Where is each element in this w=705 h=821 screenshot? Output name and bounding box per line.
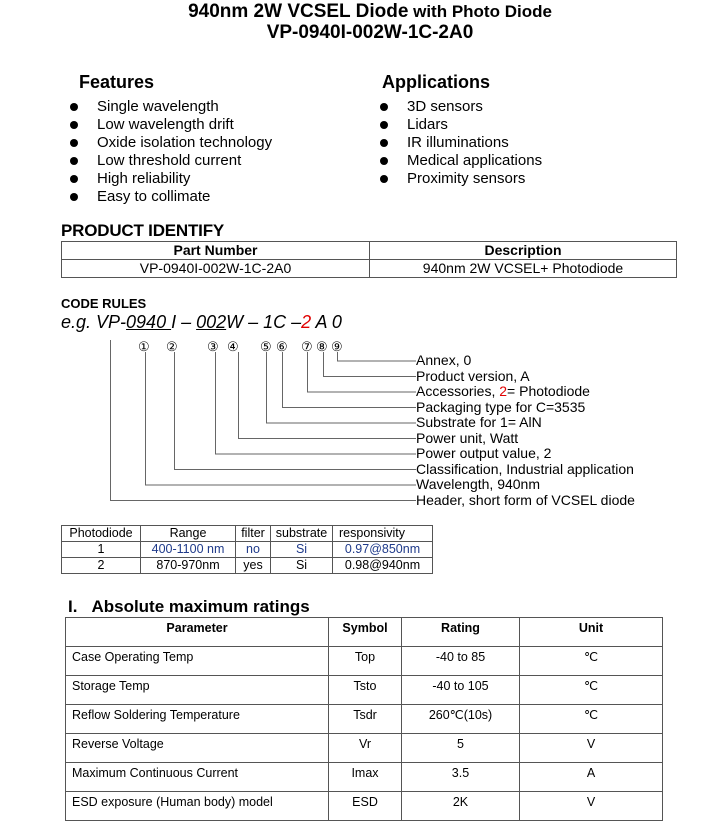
table-row	[66, 763, 663, 792]
marker-4: ④	[227, 339, 239, 354]
leader-line	[283, 352, 417, 408]
applications-heading: Applications	[382, 72, 491, 92]
application-text: Proximity sensors	[407, 170, 526, 187]
cell: 870-970nm	[141, 558, 236, 574]
column-header: Parameter	[66, 618, 329, 647]
leader-line	[267, 352, 417, 423]
leader-line	[111, 340, 417, 501]
marker-9: ⑨	[331, 339, 343, 354]
feature-text: Low wavelength drift	[97, 116, 234, 133]
section-number: I.	[68, 597, 78, 616]
unit-cell: ℃	[520, 676, 663, 705]
code-label-version: Product version, A	[416, 367, 530, 384]
feature-text: Single wavelength	[97, 98, 219, 115]
document-part-number: VP-0940I-002W-1C-2A0	[266, 22, 474, 43]
symbol-cell: Imax	[329, 763, 402, 792]
features-heading: Features	[79, 72, 155, 92]
code-label-classification: Classification, Industrial application	[416, 460, 634, 477]
label-text: = Photodiode	[507, 383, 590, 399]
table-row	[66, 705, 663, 734]
application-text: 3D sensors	[407, 98, 483, 115]
unit-cell: ℃	[520, 705, 663, 734]
symbol-cell: Vr	[329, 734, 402, 763]
table-header-row	[66, 618, 663, 647]
code-label-power-value: Power output value, 2	[416, 445, 552, 461]
cell: 1	[62, 542, 141, 558]
leader-line	[146, 352, 417, 485]
rating-cell: 2K	[402, 792, 520, 821]
symbol-cell: Top	[329, 647, 402, 676]
parameter-cell: Maximum Continuous Current	[66, 763, 329, 792]
title-suffix: with Photo Diode	[408, 2, 552, 21]
rating-cell: -40 to 85	[402, 647, 520, 676]
parameter-cell: Storage Temp	[66, 676, 329, 705]
code-label-accessories	[416, 384, 590, 400]
rating-cell: -40 to 105	[402, 676, 520, 705]
marker-1: ①	[138, 339, 150, 354]
cell: 400-1100 nm	[141, 542, 236, 558]
label-highlight: 2	[499, 383, 508, 399]
code-power: 002	[196, 312, 227, 332]
column-header: Range	[141, 526, 236, 542]
column-header: Symbol	[329, 618, 402, 647]
column-header: Unit	[520, 618, 663, 647]
column-header: substrate	[271, 526, 333, 542]
description-cell: 940nm 2W VCSEL+ Photodiode	[370, 260, 677, 278]
cell: no	[236, 542, 271, 558]
code-label-header: Header, short form of VCSEL diode	[416, 491, 635, 508]
application-text: Lidars	[407, 116, 448, 133]
code-rules-heading: CODE RULES	[61, 296, 147, 311]
symbol-cell: ESD	[329, 792, 402, 821]
table-row	[66, 734, 663, 763]
table-row	[66, 676, 663, 705]
feature-text: Low threshold current	[97, 152, 242, 169]
label-text: Accessories,	[416, 383, 500, 399]
column-header: filter	[236, 526, 271, 542]
unit-cell: V	[520, 792, 663, 821]
rating-cell: 3.5	[402, 763, 520, 792]
code-label-packaging: Packaging type for C=3535	[416, 398, 586, 415]
rating-cell: 260℃(10s)	[402, 705, 520, 734]
cell: yes	[236, 558, 271, 574]
absolute-max-table	[65, 617, 663, 821]
part-number-cell: VP-0940I-002W-1C-2A0	[62, 260, 370, 278]
marker-2: ②	[166, 339, 178, 354]
rating-cell: 5	[402, 734, 520, 763]
marker-8: ⑧	[316, 339, 328, 354]
code-label-substrate: Substrate for 1= AlN	[416, 414, 542, 430]
product-identify-heading: PRODUCT IDENTIFY	[61, 221, 225, 240]
code-label-wavelength: Wavelength, 940nm	[416, 476, 540, 492]
photodiode-table	[61, 525, 433, 574]
code-suffix: A 0	[311, 312, 342, 332]
column-header: Photodiode	[62, 526, 141, 542]
parameter-cell: ESD exposure (Human body) model	[66, 792, 329, 821]
unit-cell: A	[520, 763, 663, 792]
table-row	[66, 647, 663, 676]
cell: Si	[271, 542, 333, 558]
parameter-cell: Reverse Voltage	[66, 734, 329, 763]
leader-line	[175, 352, 417, 470]
code-wavelength: 0940	[126, 312, 172, 332]
title-main: 940nm 2W VCSEL Diode	[188, 1, 409, 22]
parameter-cell: Case Operating Temp	[66, 647, 329, 676]
marker-6: ⑥	[276, 339, 288, 354]
parameter-cell: Reflow Soldering Temperature	[66, 705, 329, 734]
unit-cell: ℃	[520, 647, 663, 676]
table-row	[62, 542, 433, 558]
section-title: Absolute maximum ratings	[91, 597, 310, 616]
table-header-row	[62, 526, 433, 542]
feature-text: High reliability	[97, 170, 191, 187]
column-header: Rating	[402, 618, 520, 647]
feature-text: Easy to collimate	[97, 188, 211, 205]
column-header: responsivity	[333, 526, 433, 542]
code-class: I –	[171, 312, 197, 332]
feature-text: Oxide isolation technology	[97, 134, 273, 151]
symbol-cell: Tsdr	[329, 705, 402, 734]
table-row	[66, 792, 663, 821]
cell: 2	[62, 558, 141, 574]
code-accessory: 2	[301, 312, 312, 332]
code-label-power-unit: Power unit, Watt	[416, 429, 519, 446]
cell: 0.98@940nm	[333, 558, 433, 574]
marker-7: ⑦	[301, 339, 313, 354]
cell: 0.97@850nm	[333, 542, 433, 558]
column-header: Part Number	[62, 242, 370, 260]
code-prefix: e.g. VP-	[61, 312, 127, 332]
marker-5: ⑤	[260, 339, 272, 354]
table-row	[62, 558, 433, 574]
absolute-max-heading	[68, 597, 310, 617]
unit-cell: V	[520, 734, 663, 763]
marker-3: ③	[207, 339, 219, 354]
cell: Si	[271, 558, 333, 574]
symbol-cell: Tsto	[329, 676, 402, 705]
leader-line	[338, 352, 417, 361]
application-text: IR illuminations	[407, 134, 509, 151]
column-header: Description	[370, 242, 677, 260]
application-text: Medical applications	[407, 152, 543, 169]
leader-line	[239, 352, 417, 439]
code-unit-substrate-package: W – 1C –	[226, 312, 302, 332]
code-label-annex: Annex, 0	[416, 352, 472, 368]
